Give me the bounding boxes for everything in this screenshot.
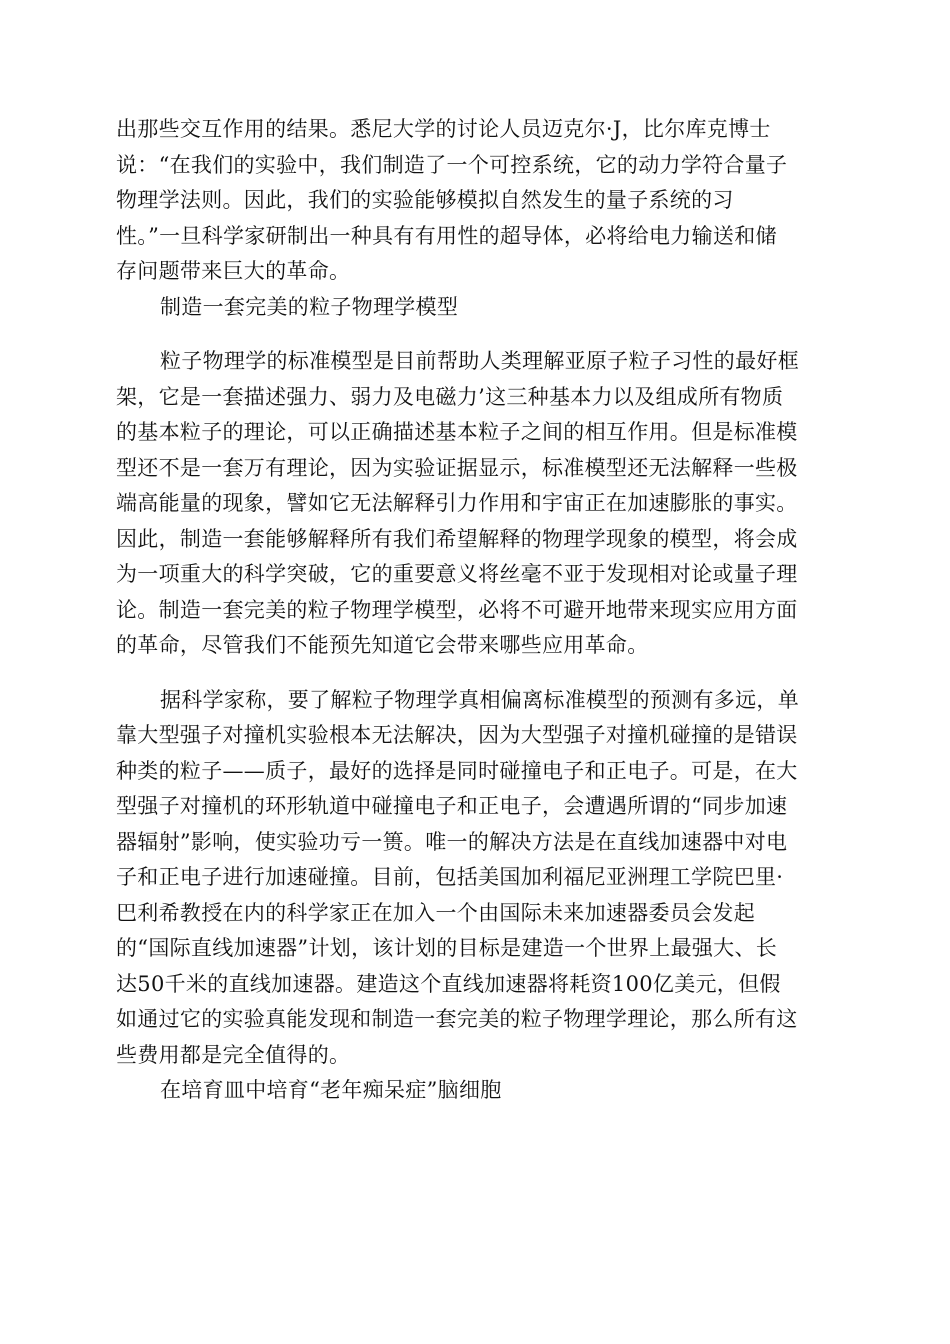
text-line: 种类的粒子——质子，最好的选择是同时碰撞电子和正电子。可是，在大 [116, 758, 798, 783]
text-line: 器辐射”影响，使实验功亏一篑。唯一的解决方法是在直线加速器中对电 [116, 829, 788, 854]
text-line: 的革命，尽管我们不能预先知道它会带来哪些应用革命。 [116, 633, 649, 657]
text-line: 型强子对撞机的环形轨道中碰撞电子和正电子，会遭遇所谓的“同步加速 [116, 794, 788, 818]
paragraph-standard-model [116, 344, 832, 664]
text-line: 达50千米的直线加速器。建造这个直线加速器将耗资100亿美元，但假 [116, 971, 781, 996]
text-line: 存问题带来巨大的革命。 [116, 259, 351, 283]
text-line: 粒子物理学的标准模型是目前帮助人类理解亚原子粒子习性的最好框 [160, 349, 799, 373]
text-line: 如通过它的实验真能发现和制造一套完美的粒子物理学理论，那么所有这 [116, 1007, 798, 1031]
text-line: 物理学法则。因此，我们的实验能够模拟自然发生的量子系统的习 [116, 188, 734, 212]
text-line: 说：“在我们的实验中，我们制造了一个可控系统，它的动力学符合量子 [116, 152, 788, 177]
paragraph-superconductor-conclusion [116, 112, 832, 290]
text-line: 为一项重大的科学突破，它的重要意义将丝毫不亚于发现相对论或量子理 [116, 562, 798, 586]
text-line: 些费用都是完全值得的。 [116, 1042, 351, 1067]
text-line: 型还不是一套万有理论，因为实验证据显示，标准模型还无法解释一些极 [116, 455, 798, 480]
text-line: 因此，制造一套能够解释所有我们希望解释的物理学现象的模型，将会成 [116, 526, 798, 551]
section-heading-alzheimer-cells: 在培育皿中培育“老年痴呆症”脑细胞 [160, 1078, 502, 1102]
text-line: 性。”一旦科学家研制出一种具有有用性的超导体，必将给电力输送和储 [116, 223, 777, 248]
section-heading-particle-model: 制造一套完美的粒子物理学模型 [160, 294, 459, 319]
text-line: 巴利希教授在内的科学家正在加入一个由国际未来加速器委员会发起 [116, 900, 755, 925]
text-line: 论。制造一套完美的粒子物理学模型，必将不可避开地带来现实应用方面 [116, 597, 798, 622]
text-line: 架，它是一套描述强力、弱力及电磁力’这三种基本力以及组成所有物质 [116, 384, 784, 409]
text-line: 子和正电子进行加速碰撞。目前，包括美国加利福尼亚洲理工学院巴里· [116, 865, 784, 889]
paragraph-linear-collider [116, 683, 832, 1074]
text-line: 的“国际直线加速器”计划，该计划的目标是建造一个世界上最强大、长 [116, 936, 778, 960]
text-line: 靠大型强子对撞机实验根本无法解决，因为大型强子对撞机碰撞的是错误 [116, 723, 798, 747]
text-line: 的基本粒子的理论，可以正确描述基本粒子之间的相互作用。但是标准模 [116, 420, 798, 444]
text-line: 出那些交互作用的结果。悉尼大学的讨论人员迈克尔·J，比尔库克博士 [116, 117, 771, 141]
document-body [116, 112, 832, 1109]
text-line: 据科学家称，要了解粒子物理学真相偏离标准模型的预测有多远，单 [160, 687, 799, 712]
text-line: 端高能量的现象，譬如它无法解释引力作用和宇宙正在加速膨胀的事实。 [116, 491, 798, 515]
